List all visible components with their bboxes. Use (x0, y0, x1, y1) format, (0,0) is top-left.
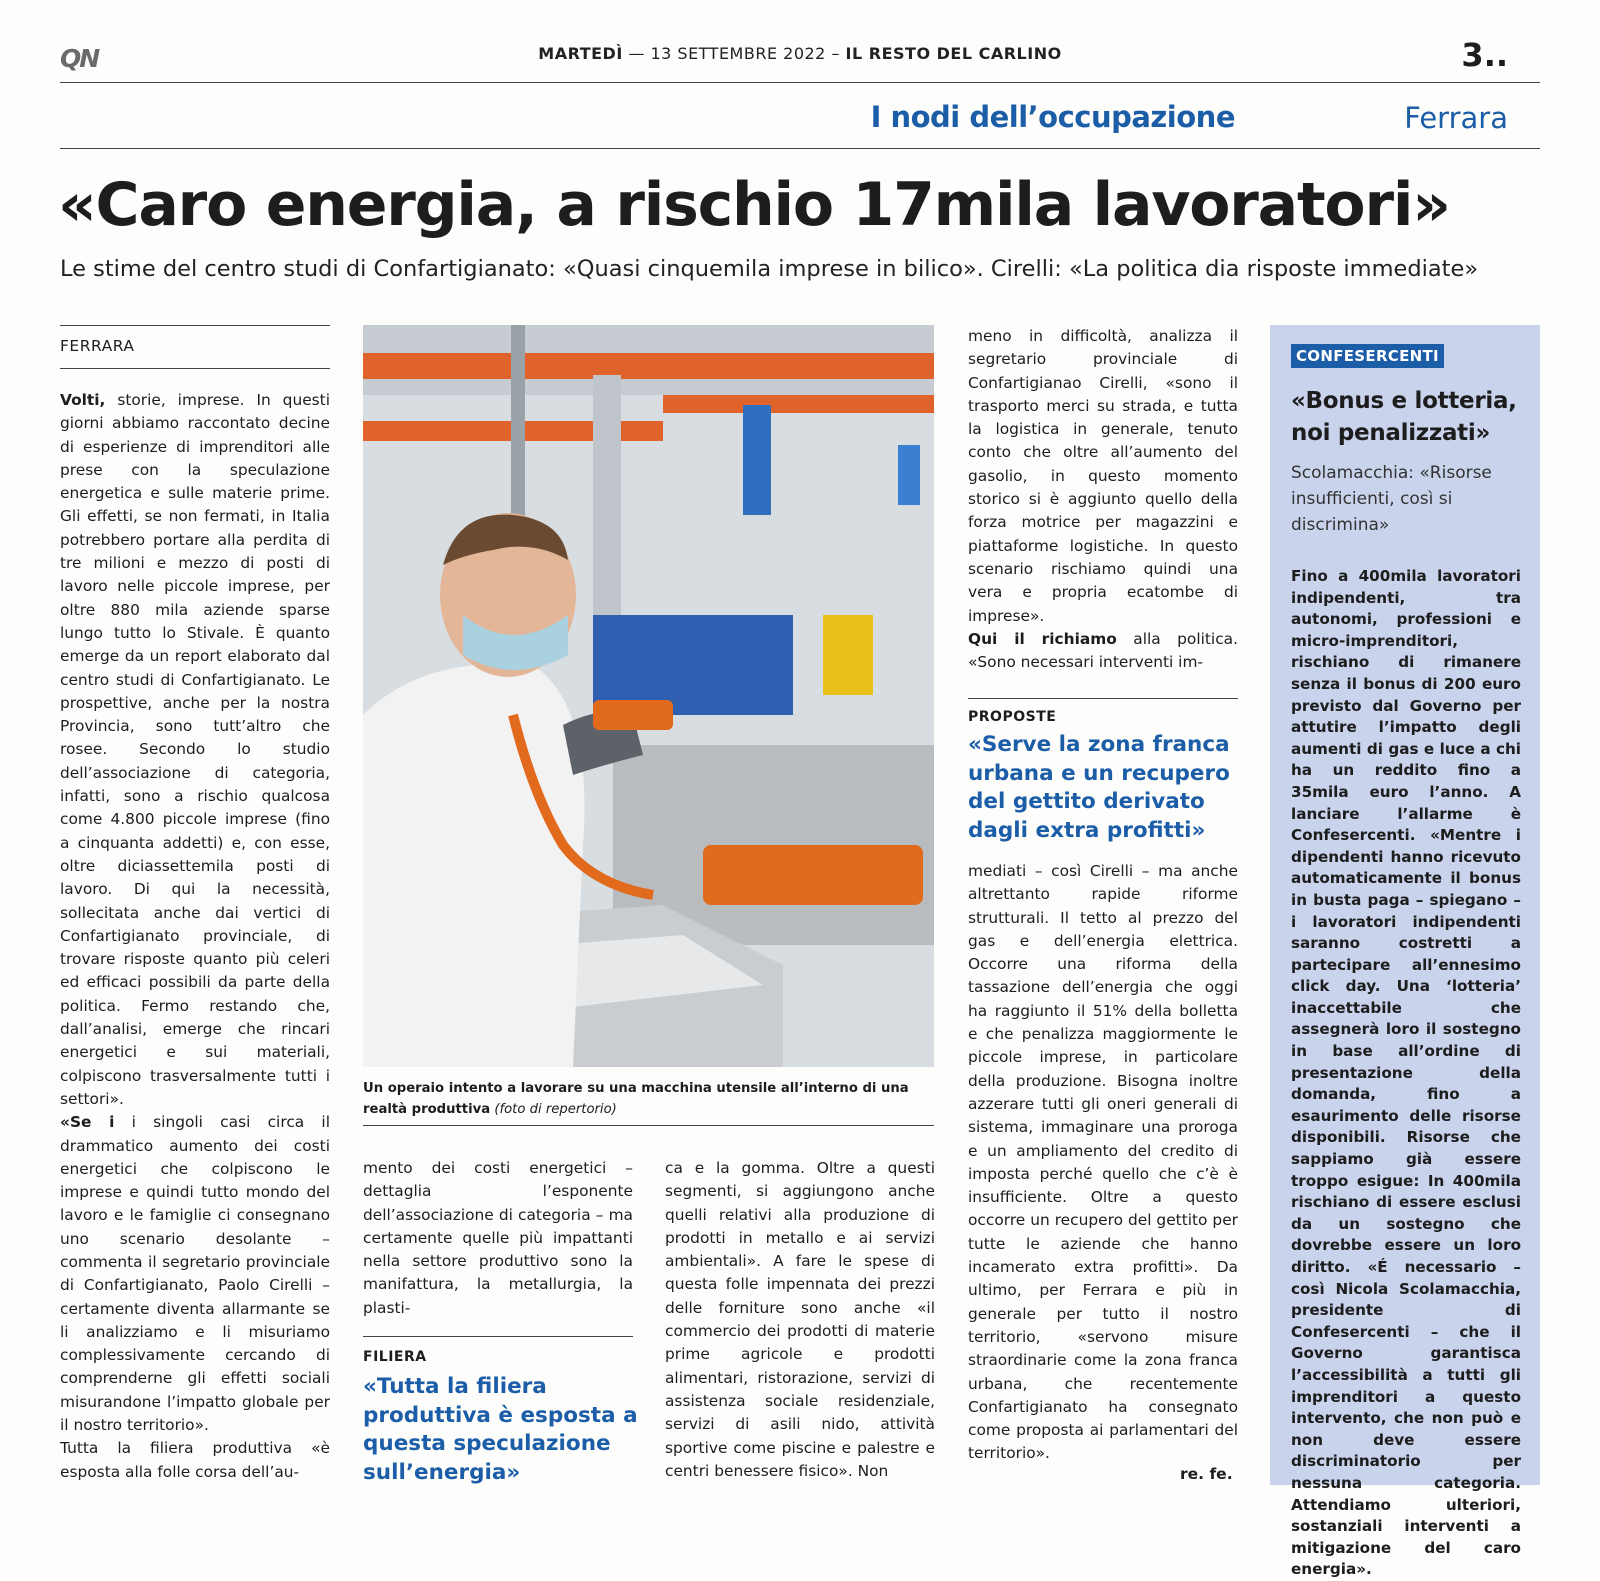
dateline (0, 44, 1600, 63)
paragraph: mediati – così Cirelli – ma anche altrettanto rapide riforme strutturali. Il tetto al prezzo del gas e dell’energia elettrica. Occorre una riforma della tassazione dell’energia che oggi ha raggiunto il 51% della bolletta e che penalizza maggiormente le piccole imprese, in particolare della produzione. Bisogna inoltre azzerare tutti gli oneri generali di sistema, immaginare una proroga e un ampliamento del credito di imposta perché quello che c’è è insufficiente. Oltre a questo occorre un recupero del gettito per tutte le aziende che hanno incamerato extra profitti». Da ultimo, per Ferrara e più in generale per tutto il nostro territorio, «servono misure straordinarie come la zona franca urbana, che recentemente Confartigianato ha consegnato come proposta ai parlamentari del territorio». (968, 862, 1238, 1463)
paragraph: meno in difficoltà, analizza il segretario provinciale di Confartigianao Cirelli, «sono il trasporto merci su strada, e tutta la logistica in generale, tenuto conto che oltre all’aumento del gasolio, in questo momento storico si è aggiunto quello della forza motrice per magazzini e piattaforme logistiche. In questo scenario rischiamo quindi una vera e propria ecatombe di imprese». (968, 327, 1238, 625)
page-number: 3.. (1461, 36, 1508, 74)
paragraph (60, 389, 330, 1111)
col4-kicker-rule (968, 698, 1238, 699)
photo-illustration (363, 325, 934, 1067)
lead-in: Qui il richiamo (968, 629, 1117, 648)
paragraph-text: i singoli casi circa il drammatico aumento dei costi energetici che colpiscono le imprese e quindi tutto mondo del lavoro e le famiglie ci consegnano uno scenario desolante – commenta il segretario provinciale di Confartigianato, Paolo Cirelli – certamente diventa allarmante se li analizziamo e li misuriamo complessivamente cercando di comprenderne gli effetti sociali misurandone l’impatto globale per il nostro territorio». (60, 1113, 330, 1435)
sidebar-subtitle: Scolamacchia: «Risorse insufficienti, così si discrimina» (1291, 463, 1492, 535)
filiera-subhead: «Tutta la filiera produttiva è esposta a questa speculazione sull’energia» (363, 1374, 638, 1485)
caption-rule (363, 1125, 934, 1126)
masthead-paper: IL RESTO DEL CARLINO (845, 44, 1062, 63)
masthead-date: — 13 SETTEMBRE 2022 – (628, 44, 840, 63)
sidebar-body: Fino a 400mila lavoratori indipendenti, tra autonomi, professioni e micro-imprenditori, rischiano di rimanere senza il bonus di 200 euro previsto dal Governo per attutire l’impatto degli aumenti di gas e luce a chi ha un reddito fino a 35mila euro l’anno. A lanciare l’allarme è Confesercenti. «Mentre i dipendenti hanno ricevuto automaticamente il bonus in busta paga – spiegano – i lavoratori indipendenti saranno costretti a partecipare all’ennesimo click day. Una ‘lotteria’ inaccettabile che assegnerà loro il sostegno in base all’ordine di presentazione della domanda, fino a esaurimento delle risorse disponibili. Risorse che sappiamo già essere troppo esigue: In 400mila rischiano di essere esclusi da un sostegno che dovrebbe essere un loro diritto. «É necessario – così Nicola Scolamacchia, presidente di Confesercenti – che il Governo garantisca l’accessibilità a tutti gli imprenditori a questo intervento, che non può e non deve essere discriminatorio per nessuna categoria. Attendiamo ulteriori, sostanziali interventi a mitigazione del caro energia». (1291, 567, 1521, 1579)
article-dateline: FERRARA (60, 337, 135, 355)
paragraph: ca e la gomma. Oltre a questi segmenti, si aggiungono anche quelli relativi alla produzione di prodotti in metallo e ai servizi ambientali». A fare le spese di questa folle impennata dei prezzi delle forniture sono anche «il commercio dei prodotti di materie prime agricole e prodotti alimentari, ristorazione, servizi di assistenza sociale residenziale, servizi di asili nido, attività sportive come piscine e palestre e centri benessere fisico». Non (665, 1159, 935, 1480)
section-rule (60, 148, 1540, 149)
paragraph: mento dei costi energetici – dettaglia l’esponente dell’associazione di categoria – ma certamente quelle più impattanti nella settore produttivo sono la manifattura, la metallurgia, la plasti- (363, 1159, 633, 1317)
section-title: I nodi dell’occupazione (870, 100, 1235, 134)
lead-in: «Se i (60, 1113, 115, 1132)
paragraph (968, 628, 1238, 675)
article-column-4-bottom (968, 860, 1238, 1466)
paragraph-text: storie, imprese. In questi giorni abbiamo raccontato decine di esperienze di imprenditori alle prese con la speculazione energetica e sulle materie prime. Gli effetti, se non fermati, in Italia potrebbero portare alla perdita di tre milioni e mezzo di posti di lavoro nelle piccole imprese, per oltre 880 mila aziende sparse lungo tutto lo Stivale. È quanto emerge da un report elaborato dal centro studi di Confartigianato. Le prospettive, anche per la nostra Provincia, sono tutt’altro che rosee. Secondo lo studio dell’associazione di categoria, infatti, sono a rischio qualcosa come 4.800 piccole imprese (fino a cinquanta addetti) e, con esse, oltre diciassettemila posti di lavoro. Di qui la necessità, sollecitata anche dai vertici di Confartigianato provinciale, di trovare risposte quanto più celeri ed efficaci possibili da parte della politica. Fermo restando che, dall’analisi, emerge che rincari energetici e sui materiali, colpiscono trasversalmente tutti i settori». (60, 391, 330, 1108)
author-signature: re. fe. (1180, 1465, 1233, 1483)
photo-caption (363, 1078, 934, 1120)
masthead-rule (60, 82, 1540, 83)
lead-in: Volti, (60, 391, 106, 409)
col1-top-rule (60, 325, 330, 326)
subtitle: Le stime del centro studi di Confartigianato: «Quasi cinquemila imprese in bilico». Cirelli: «La politica dia risposte immediate» (60, 256, 1479, 282)
sidebar-title: «Bonus e lotteria, noi penalizzati» (1291, 388, 1517, 446)
section-city: Ferrara (1404, 101, 1508, 135)
paragraph (60, 1111, 330, 1437)
masthead-day: MARTEDÌ (538, 44, 623, 63)
col1-dateline-rule (60, 368, 330, 369)
paragraph: Tutta la filiera produttiva «è esposta alla folle corsa dell’au- (60, 1439, 330, 1481)
article-column-1 (60, 389, 330, 1484)
caption-text: Un operaio intento a lavorare su una macchina utensile all’interno di una realtà produttiva (363, 1081, 909, 1117)
paragraph-text: alla politica. «Sono necessari interventi im- (968, 629, 1238, 672)
article-column-3 (665, 1157, 935, 1483)
factory-worker-photo (363, 325, 934, 1067)
confesercenti-badge: CONFESERCENTI (1291, 344, 1444, 368)
proposte-subhead: «Serve la zona franca urbana e un recupero del gettito derivato dagli extra profitti» (968, 732, 1230, 843)
photo-credit: (foto di repertorio) (490, 1102, 617, 1117)
proposte-kicker: PROPOSTE (968, 709, 1057, 725)
qn-logo: QN (60, 44, 99, 73)
headline: «Caro energia, a rischio 17mila lavoratori» (58, 170, 1450, 240)
article-column-2 (363, 1157, 633, 1320)
article-column-4-top (968, 325, 1238, 674)
filiera-kicker: FILIERA (363, 1349, 427, 1365)
col2-kicker-rule (363, 1336, 633, 1337)
